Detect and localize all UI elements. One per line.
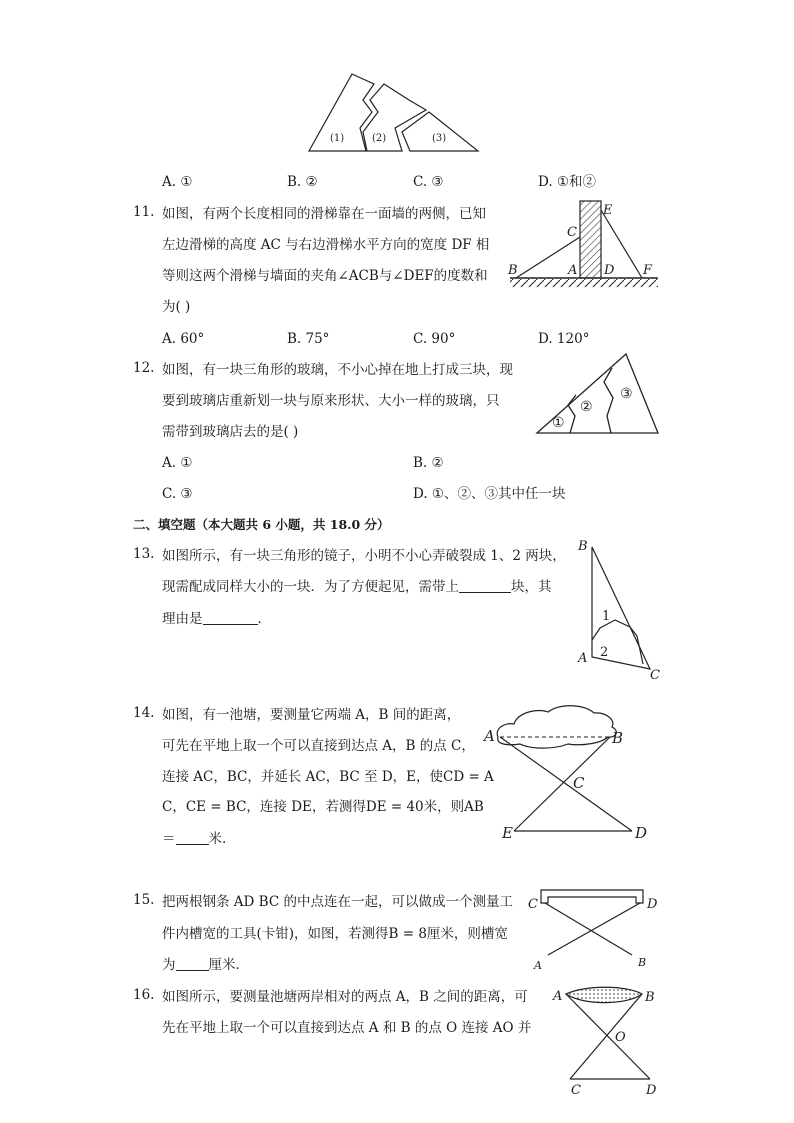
q16-label-o: O (615, 1030, 626, 1045)
q13-line-2-text: 现需配成同样大小的一块．为了方便起见，需带上 (162, 579, 459, 595)
section-title: 二、填空题（本大题共 6 小题，共 18.0 分） (133, 517, 390, 532)
q16-label-c: C (571, 1083, 581, 1098)
q11-number: 11. (133, 204, 155, 220)
q13-line-2-tail: 块，其 (511, 579, 552, 595)
q10-option-c[interactable]: C. ③ (413, 174, 444, 190)
q10-option-b[interactable]: B. ② (287, 174, 318, 190)
q14-line-2: 可先在平地上取一个可以直接到达点 A，B 的点 C， (162, 738, 475, 754)
q16-label-b: B (645, 990, 655, 1005)
q11-option-b[interactable]: B. 75° (287, 331, 330, 347)
q11-line-2: 左边滑梯的高度 AC 与右边滑梯水平方向的宽度 DF 相 (162, 237, 490, 253)
q14-number: 14. (133, 705, 155, 721)
q12-number: 12. (133, 360, 155, 376)
q16-line-ad (566, 994, 650, 1079)
q13-label-b: B (578, 539, 588, 554)
q10-option-d[interactable]: D. ①和② (538, 174, 597, 190)
q12-option-d[interactable]: D. ①、②、③其中任一块 (413, 486, 566, 502)
q15-label-c: C (528, 897, 538, 912)
q16-number: 16. (133, 987, 155, 1003)
q12-line-2: 要到玻璃店重新划一块与原来形状、大小一样的玻璃，只 (162, 393, 500, 409)
q14-label-c: C (573, 774, 585, 792)
q15-label-b: B (638, 956, 647, 969)
q11-label-c: C (567, 225, 577, 240)
q12-option-a[interactable]: A. ① (162, 455, 193, 471)
q13-number: 13. (133, 546, 155, 562)
q15-line-2: 件内槽宽的工具(卡钳)，如图，若测得B = 8厘米，则槽宽 (162, 926, 508, 942)
q15-line-3-text: 为 (162, 957, 176, 973)
q16-line-2: 先在平地上取一个可以直接到达点 A 和 B 的点 O 连接 AO 并 (162, 1020, 532, 1036)
q13-line-3-text: 理由是 (162, 611, 203, 627)
q14-line-5-tail: 米. (208, 831, 227, 847)
q11-label-f: F (643, 263, 653, 278)
q11-label-a: A (568, 263, 578, 278)
q16-line-bc (570, 994, 642, 1079)
q14-line-3: 连接 AC，BC，并延长 AC，BC 至 D，E，使CD = A (162, 769, 494, 785)
q15-label-d: D (647, 897, 658, 912)
q13-label-c: C (650, 668, 660, 683)
q12-label-2: ② (580, 399, 593, 415)
q11-line-3: 等则这两个滑梯与墙面的夹角∠ACB与∠DEF的度数和 (162, 268, 488, 284)
q13-label-2: 2 (600, 645, 609, 660)
q15-number: 15. (133, 892, 155, 908)
q12-option-c[interactable]: C. ③ (162, 486, 193, 502)
q13-line-1: 如图所示，有一块三角形的镜子，小明不小心弄破裂成 1、2 两块， (162, 548, 566, 564)
q12-line-1: 如图，有一块三角形的玻璃，不小心掉在地上打成三块，现 (162, 362, 513, 378)
q12-label-1: ① (552, 415, 565, 431)
q11-option-d[interactable]: D. 120° (538, 331, 590, 347)
q13-label-a: A (578, 651, 588, 666)
q11-line-4: 为( ) (162, 299, 191, 315)
q14-label-e: E (502, 824, 513, 842)
q11-label-e: E (603, 203, 613, 218)
q11-label-b: B (508, 263, 518, 278)
q14-label-b: B (612, 729, 624, 747)
q11-line-1: 如图，有两个长度相同的滑梯靠在一面墙的两侧，已知 (162, 206, 486, 222)
q13-label-1: 1 (602, 609, 611, 624)
q15-line-1: 把两根钢条 AD BC 的中点连在一起，可以做成一个测量工 (162, 894, 513, 910)
q10-label-1: (1) (330, 133, 345, 144)
q14-label-a: A (484, 727, 495, 745)
q12-label-3: ③ (620, 386, 633, 402)
q12-line-3: 需带到玻璃店去的是( ) (162, 424, 299, 440)
q14-line-4: C，CE = BC，连接 DE，若测得DE = 40米，则AB (162, 799, 484, 815)
q12-option-b[interactable]: B. ② (413, 455, 444, 471)
q14-line-5-eq: ＝ (162, 831, 176, 847)
q11-label-d: D (604, 263, 615, 278)
q11-option-c[interactable]: C. 90° (413, 331, 456, 347)
q14-label-d: D (635, 824, 648, 842)
q10-label-2: (2) (372, 133, 387, 144)
q15-line-3-tail: 厘米． (208, 957, 249, 973)
q14-line-1: 如图，有一池塘，要测量它两端 A，B 间的距离， (162, 707, 461, 723)
q16-label-a: A (553, 989, 563, 1004)
q10-option-a[interactable]: A. ① (162, 174, 193, 190)
q10-label-3: (3) (432, 133, 447, 144)
q16-pond (566, 987, 642, 1002)
q15-label-a: A (534, 959, 542, 972)
q16-line-1: 如图所示，要测量池塘两岸相对的两点 A，B 之间的距离，可 (162, 989, 528, 1005)
q11-option-a[interactable]: A. 60° (162, 331, 205, 347)
q13-line-3-tail: ． (257, 611, 271, 627)
q16-label-d: D (646, 1083, 657, 1098)
